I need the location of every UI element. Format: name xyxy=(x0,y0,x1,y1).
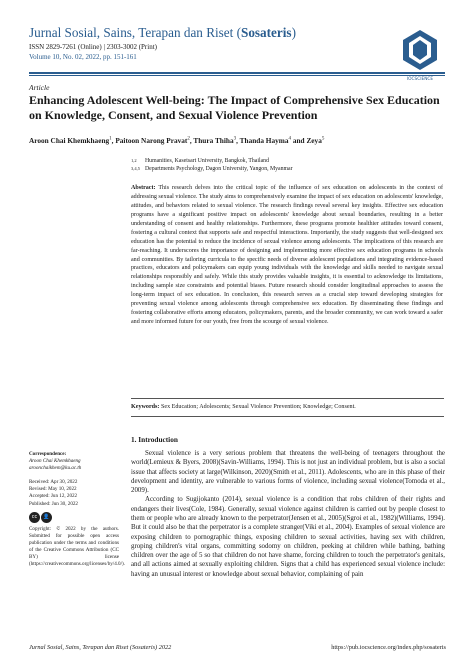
abstract xyxy=(131,184,443,327)
correspondence-name: Aroon Chai Khemkhaeng xyxy=(29,458,81,465)
paragraph: Sexual violence is a very serious problem that threatens the well-being of teenagers throughout the world(Lemieux & Byers, 2008)(Savin-Williams, 1994). This is not just an individual problem, but is also a social issue that affects society at large(Wilkinson, 2020)(Smith et al., 2011). Adolescents, who are in this phase of their development and identity, are vulnerable to various forms of violence, including sexual violence(Tomoda et al., 2009). xyxy=(131,450,445,495)
article-type: Article xyxy=(29,83,50,92)
journal-meta xyxy=(29,43,157,62)
paragraph: According to Sugijokanto (2014), sexual violence is a condition that robs children of their rights and endangers their lives(Cole, 1984). Generally, sexual violence against children is carried out by people closest to them or people who are already known to the perpetrator(Jensen et al., 2005)(Sgroi et al., 1982)(Williams, 1994). But it could also be that the perpetrator is a complete stranger(Viki et al., 2004). Examples of sexual violence are exposing children to pornographic things, exposing children to sexual activities, having sex with children, groping children's vital organs, committing sodomy on children, peeking at children while bathing, bathing children over the age of 5 so that children do not have shame, forcing children to touch the perpetrator's genitals, and all actions aimed at sexually exploiting children. Signs that a child has experienced sexual violence include: having an unusual interest or knowledge about sexual behavior, complaining of pain xyxy=(131,496,445,578)
correspondence-label: Correspondence: xyxy=(29,451,67,457)
author-list: Aroon Chai Khemkhaeng$^1$, Paitoon Narong Pravat$^2$, Thura Thiha$^3$, Thanda Hayma$^4$ and Zeya$^5$ xyxy=(29,136,325,145)
journal-title: Jurnal Sosial, Sains, Terapan dan Riset (Sosateris) xyxy=(29,25,296,40)
author-name: Aroon Chai Khemkhaeng xyxy=(29,136,110,145)
revised-date: Revised: May 10, 2022 xyxy=(29,486,77,493)
affiliation-item: 1,2 Humanities, Kasetsart University, Bangkok, Thailand xyxy=(131,158,269,164)
correspondence-email[interactable]: aroonchaikhem@ku.ac.th xyxy=(29,465,82,472)
iocscience-logo xyxy=(400,28,440,98)
author-name: Paitoon Narong Pravat xyxy=(115,136,188,145)
cc-license-badge[interactable] xyxy=(29,512,119,523)
author-name: Thura Thiha xyxy=(193,136,234,145)
article-sidebar xyxy=(29,451,125,568)
introduction-body xyxy=(131,449,445,579)
footer-url[interactable]: https://pub.iocscience.org/index.php/sosateris xyxy=(331,644,446,651)
received-date: Received: Apr 30, 2022 xyxy=(29,479,78,486)
keywords-rule-top xyxy=(131,398,444,399)
article-title: Enhancing Adolescent Well-being: The Impact of Comprehensive Sex Education on Knowledge, Consent, and Sexual Violence Prevention xyxy=(29,93,440,122)
header-rule xyxy=(29,72,445,74)
abstract-text: This research delves into the critical topic of the influence of sex education on adolescents in the context of addressing sexual violence. The study aims to comprehensively examine the impact of sex education on adolescents' knowledge, attitudes, and behaviors related to sexual violence. The research findings reveal several key insights. Effective sex education programs have a significant positive impact on adolescents' knowledge about sexual boundaries, resulting in a better understanding of consent and healthy relationships. Furthermore, these programs promote healthier attitudes toward consent, fostering a cultural context that supports safe and respectful interactions. Importantly, the study suggests that well-designed sex education has the potential to reduce the incidence of sexual violence among adolescents. The implications of this research are far-reaching. It underscores the importance of designing and implementing more effective sex education programs in schools and communities. By tailoring curricula to the specific needs of diverse adolescent populations and integrating evidence-based practices, educators and policymakers can equip young individuals with the knowledge and skills needed to navigate sexual relationships responsibly and safely. While this study provides valuable insights, it is essential to acknowledge its limitations, including sample size constraints and potential biases. Future research should consider longitudinal approaches to assess the long-term impact of sex education. In conclusion, this research serves as a crucial step toward developing strategies for preventing sexual violence among adolescents through comprehensive sex education. By disseminating these findings and fostering collaborative efforts among educators, policymakers, parents, and the broader community, we can work toward a safer and more informed future for our youth, free from the scourge of sexual violence. xyxy=(131,185,443,326)
author-name: Thanda Hayma xyxy=(239,136,289,145)
svg-text:IOCSCIENCE: IOCSCIENCE xyxy=(406,77,434,82)
published-date: Published: Jun 30, 2022 xyxy=(29,500,78,507)
issn: ISSN 2829-7261 (Online) | 2303-3002 (Print) xyxy=(29,43,157,51)
license-text: Copyright: © 2022 by the authors. Submitted for possible open access publication under the terms and conditions of the Creative Commons Attribution (CC BY) license (https://creativecommons.org/licenses/by/4.0/). xyxy=(29,525,125,568)
affiliation-item: 3,4,5 Departments Psychology, Dagon University, Yangon, Myanmar xyxy=(131,166,293,172)
keywords: Keywords: Sex Education; Adolescents; Sexual Violence Prevention; Knowledge; Consent. xyxy=(131,404,356,410)
cc-icon: cc xyxy=(29,512,40,523)
affiliations xyxy=(131,157,293,173)
keywords-rule-bottom xyxy=(131,416,444,417)
volume-info: Volume 10, No. 02, 2022, pp. 151-161 xyxy=(29,52,137,61)
accepted-date: Accepted: Jun 12, 2022 xyxy=(29,493,78,500)
abstract-label: Abstract: xyxy=(131,185,156,191)
header-rule-thin xyxy=(29,75,445,76)
by-icon: 👤 xyxy=(41,512,52,523)
footer-journal: Jurnal Sosial, Sains, Terapan dan Riset (Sosateris) 2022 xyxy=(29,644,172,651)
author-name: Zeya xyxy=(306,136,322,145)
section-heading: 1. Introduction xyxy=(131,435,178,444)
